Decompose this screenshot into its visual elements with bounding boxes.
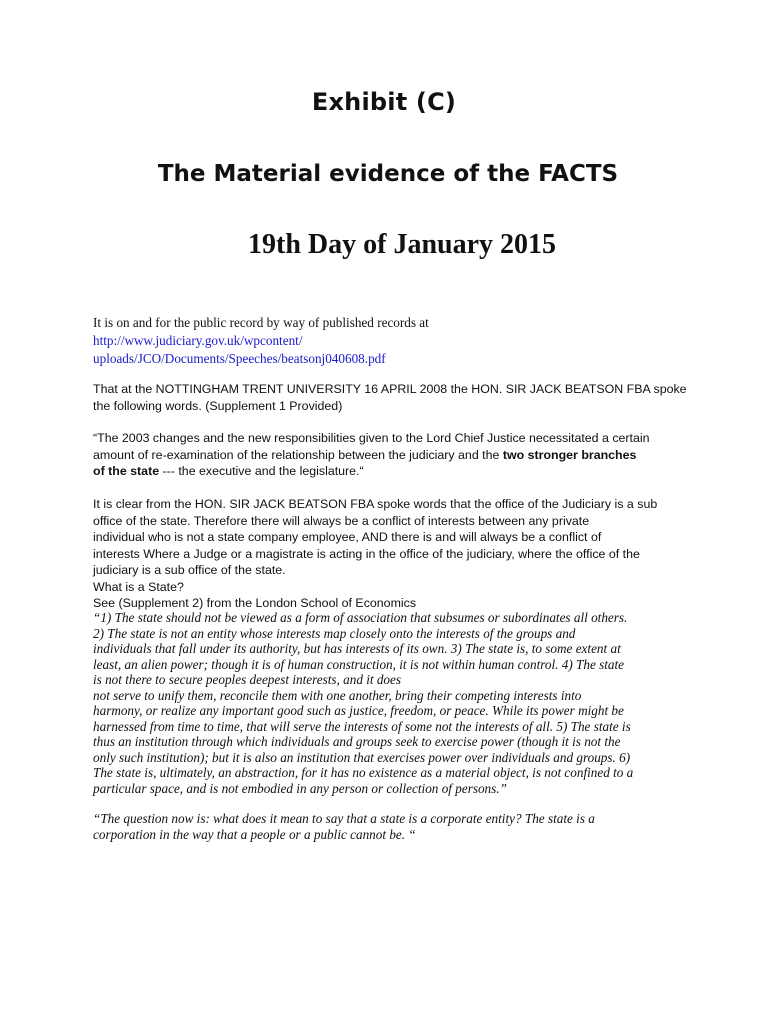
statement-paragraph bbox=[93, 381, 693, 414]
beatson-quote bbox=[93, 430, 693, 480]
exhibit-title: Exhibit (C) bbox=[311, 88, 457, 116]
quote-text: --- the executive and the legislature.“ bbox=[159, 464, 364, 478]
corporate-entity-quote bbox=[93, 811, 693, 842]
analysis-paragraph bbox=[93, 496, 693, 612]
question-line: What is a State? bbox=[93, 579, 184, 594]
intro-paragraph bbox=[93, 314, 683, 367]
reference-line: See (Supplement 2) from the London School of Economics bbox=[93, 596, 417, 610]
lse-quote-line: 2) The state is not an entity whose interests map closely onto the interests of the groups and bbox=[93, 625, 576, 641]
intro-text: It is on and for the public record by way of published records at bbox=[93, 315, 429, 330]
lse-quote-line: particular space, and is not embodied in any person or collection of persons.” bbox=[93, 780, 507, 796]
lse-quote-line: “1) The state should not be viewed as a form of association that subsumes or subordinates all others. bbox=[93, 610, 628, 625]
quote-line bbox=[93, 447, 693, 464]
lse-quote-line: only such institution); but it is also an institution that exercises power over individuals and groups. 6) bbox=[93, 749, 631, 765]
lse-quote-line: individuals that fall under its authority, but has interests of its own. 3) The state is, to some extent at bbox=[93, 641, 621, 656]
corporate-quote-line: “The question now is: what does it mean to say that a state is a corporate entity? The state is a bbox=[93, 811, 595, 826]
lse-quote bbox=[93, 610, 693, 796]
lse-quote-line: is not there to secure peoples deepest interests, and it does bbox=[93, 672, 402, 687]
analysis-line: It is clear from the HON. SIR JACK BEATSON FBA spoke words that the office of the Judiciary is a sub bbox=[93, 497, 658, 511]
statement-line: the following words. (Supplement 1 Provided) bbox=[93, 398, 343, 413]
lse-quote-line: thus an institution through which individuals and groups seek to exercise power (though it is not the bbox=[93, 734, 621, 749]
lse-quote-line: The state is, ultimately, an abstraction, for it has no existence as a material object, is not confined to a bbox=[93, 765, 634, 780]
quote-line bbox=[93, 463, 693, 480]
statement-line: That at the NOTTINGHAM TRENT UNIVERSITY 16 APRIL 2008 the HON. SIR JACK BEATSON FBA spoke bbox=[93, 382, 687, 396]
quote-line: “The 2003 changes and the new responsibilities given to the Lord Chief Justice necessitated a certain bbox=[93, 431, 650, 445]
lse-quote-line: least, an alien power; though it is of human construction, it is not within human control. 4) The state bbox=[93, 656, 625, 672]
quote-text: amount of re-examination of the relationship between the judiciary and the bbox=[93, 447, 503, 462]
lse-quote-line: not serve to unify them, reconcile them with one another, bring their competing interests into bbox=[93, 687, 582, 703]
lse-quote-line: harmony, or realize any important good such as justice, freedom, or peace. While its power might be bbox=[93, 703, 624, 718]
judiciary-link-continued[interactable]: uploads/JCO/Documents/Speeches/beatsonj040608.pdf bbox=[93, 351, 386, 366]
analysis-line: office of the state. Therefore there will always be a conflict of interests between any private bbox=[93, 513, 590, 528]
judiciary-link[interactable]: http://www.judiciary.gov.uk/wpcontent/ bbox=[93, 333, 303, 348]
analysis-line: interests Where a Judge or a magistrate is acting in the office of the judiciary, where the office of the bbox=[93, 546, 640, 561]
document-subtitle: The Material evidence of the FACTS bbox=[157, 161, 619, 187]
corporate-quote-line: corporation in the way that a people or a public cannot be. “ bbox=[93, 826, 416, 842]
lse-quote-line: harnessed from time to time, that will serve the interests of some not the interests of all. 5) The state is bbox=[93, 718, 631, 734]
quote-emphasis: two stronger branches bbox=[502, 447, 637, 462]
quote-emphasis: of the state bbox=[93, 464, 160, 478]
analysis-line: individual who is not a state company employee, AND there is and will always be a conflict of bbox=[93, 530, 602, 544]
date-heading: 19th Day of January 2015 bbox=[248, 229, 557, 260]
analysis-line: judiciary is a sub office of the state. bbox=[93, 563, 286, 577]
